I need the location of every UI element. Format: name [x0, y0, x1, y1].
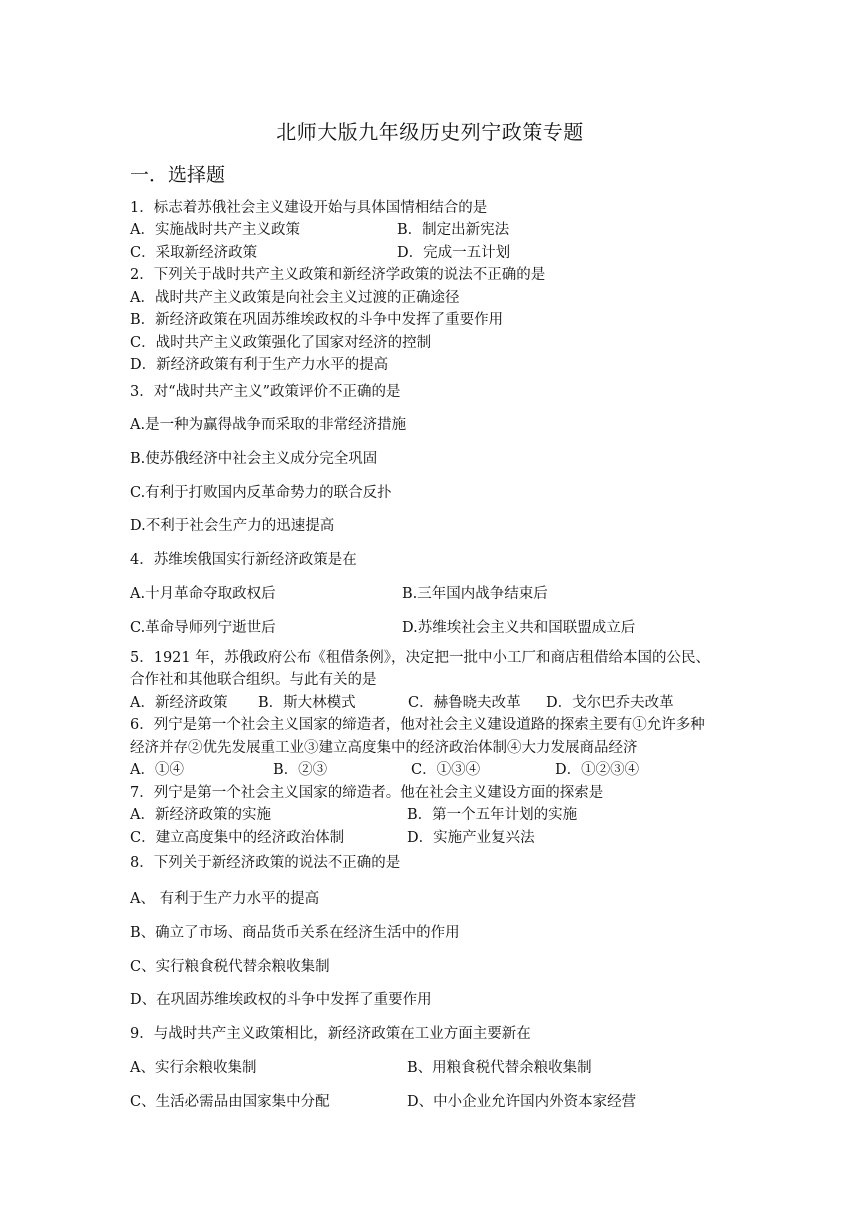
q9-stem: 9．与战时共产主义政策相比，新经济政策在工业方面主要新在: [130, 1026, 531, 1042]
q2-option-b: B．新经济政策在巩固苏维埃政权的斗争中发挥了重要作用: [130, 312, 504, 328]
q8-option-c: C、实行粮食税代替余粮收集制: [130, 959, 330, 975]
q5-option-b: B．斯大林模式: [258, 695, 356, 711]
q4-option-a: A.十月革命夺取政权后: [130, 586, 276, 602]
q6-option-a: A．①④: [130, 762, 184, 778]
q4-stem: 4．苏维埃俄国实行新经济政策是在: [130, 552, 357, 568]
q7-option-b: B．第一个五年计划的实施: [407, 807, 578, 823]
q6-stem-line2: 经济并存②优先发展重工业③建立高度集中的经济政治体制④大力发展商品经济: [130, 740, 638, 756]
q1-option-c: C．采取新经济政策: [130, 245, 258, 261]
q7-option-c: C．建立高度集中的经济政治体制: [130, 830, 345, 846]
q5-stem-line2: 合作社和其他联合组织。与此有关的是: [130, 672, 377, 688]
q8-stem: 8．下列关于新经济政策的说法不正确的是: [130, 855, 401, 871]
q8-option-d: D、在巩固苏维埃政权的斗争中发挥了重要作用: [130, 992, 432, 1008]
q1-stem: 1．标志着苏俄社会主义建设开始与具体国情相结合的是: [130, 200, 488, 216]
q9-option-b: B、用粮食税代替余粮收集制: [407, 1060, 592, 1076]
q3-option-c: C.有利于打败国内反革命势力的联合反扑: [130, 485, 392, 501]
q8-option-a: A、 有利于生产力水平的提高: [130, 891, 320, 907]
q7-option-a: A．新经济政策的实施: [130, 807, 271, 823]
q1-option-a: A．实施战时共产主义政策: [130, 222, 300, 238]
q1-option-d: D．完成一五计划: [397, 245, 511, 261]
q6-stem-line1: 6．列宁是第一个社会主义国家的缔造者，他对社会主义建设道路的探索主要有①允许多种: [130, 717, 705, 733]
q5-option-a: A．新经济政策: [130, 695, 228, 711]
q5-stem-line1: 5．1921 年，苏俄政府公布《租借条例》，决定把一批中小工厂和商店租借给本国的公民、: [130, 650, 710, 666]
q2-stem: 2．下列关于战时共产主义政策和新经济学政策的说法不正确的是: [130, 267, 546, 283]
q6-option-d: D．①②③④: [555, 762, 640, 778]
q9-option-a: A、实行余粮收集制: [130, 1060, 257, 1076]
q9-option-d: D、中小企业允许国内外资本家经营: [407, 1094, 637, 1110]
document-title: 北师大版九年级历史列宁政策专题: [276, 120, 584, 144]
q2-option-d: D．新经济政策有利于生产力水平的提高: [130, 357, 389, 373]
q5-option-c: C．赫鲁晓夫改革: [408, 695, 521, 711]
q6-option-b: B．②③: [273, 762, 328, 778]
q9-option-c: C、生活必需品由国家集中分配: [130, 1094, 330, 1110]
q8-option-b: B、确立了市场、商品货币关系在经济生活中的作用: [130, 925, 460, 941]
q6-option-c: C．①③④: [411, 762, 481, 778]
q2-option-a: A．战时共产主义政策是向社会主义过渡的正确途径: [130, 290, 460, 306]
q3-option-a: A.是一种为赢得战争而采取的非常经济措施: [130, 417, 407, 433]
q4-option-b: B.三年国内战争结束后: [402, 586, 548, 602]
q2-option-c: C．战时共产主义政策强化了国家对经济的控制: [130, 335, 432, 351]
q7-stem: 7．列宁是第一个社会主义国家的缔造者。他在社会主义建设方面的探索是: [130, 785, 604, 801]
q4-option-d: D.苏维埃社会主义共和国联盟成立后: [402, 620, 636, 636]
q4-option-c: C.革命导师列宁逝世后: [130, 620, 276, 636]
q3-option-d: D.不利于社会生产力的迅速提高: [130, 518, 335, 534]
q3-option-b: B.使苏俄经济中社会主义成分完全巩固: [130, 451, 378, 467]
section-heading: 一．选择题: [130, 164, 226, 186]
q5-option-d: D．戈尔巴乔夫改革: [546, 695, 674, 711]
q1-option-b: B．制定出新宪法: [397, 222, 510, 238]
q7-option-d: D．实施产业复兴法: [407, 830, 535, 846]
q3-stem: 3．对“战时共产主义”政策评价不正确的是: [130, 384, 401, 400]
